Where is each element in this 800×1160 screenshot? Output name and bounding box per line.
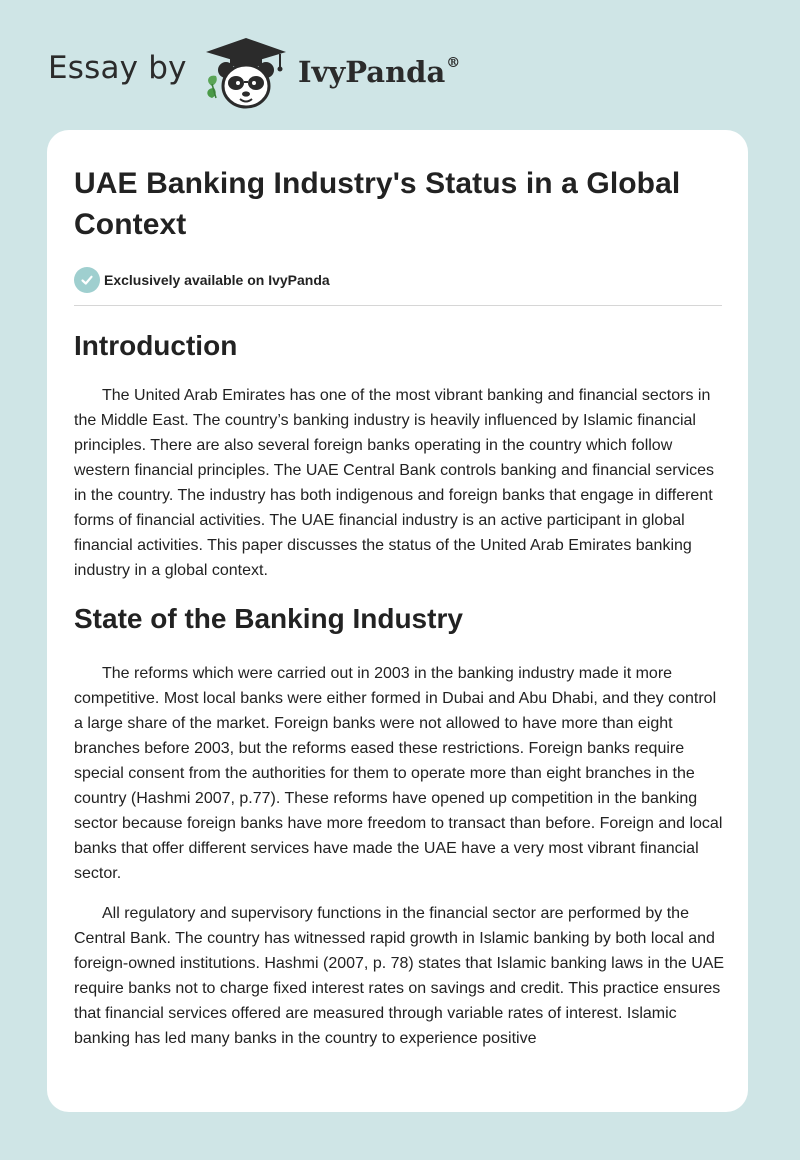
paragraph: The reforms which were carried out in 2003 in the banking industry made it more competitive. Most local banks were either formed in Dubai and Abu Dhabi, and they control a large share of the market. Foreign banks were not allowed to have more than eight branches before 2003, but the reforms eased these restrictions. Foreign banks require special consent from the authorities for them to operate more than eight branches in the country (Hashmi 2007, p.77). These reforms have opened up competition in the banking sector because foreign banks have more freedom to transact than before. Foreign and local banks that offer different services have made the UAE have a very most vibrant financial sector. [74, 665, 723, 882]
ivy-leaf-icon [207, 76, 216, 98]
section-introduction [74, 329, 721, 583]
section-state-of-banking-industry [74, 602, 725, 1051]
exclusive-badge [74, 267, 721, 293]
exclusive-badge-text: Exclusively available on IvyPanda [104, 272, 330, 288]
title-divider [74, 305, 722, 306]
panda-graduate-logo-icon[interactable] [200, 32, 292, 112]
brand-name[interactable] [298, 55, 460, 89]
essay-card [47, 130, 748, 1112]
section-heading: Introduction [74, 330, 238, 361]
essay-title: UAE Banking Industry's Status in a Global Context [74, 167, 681, 241]
paragraph: The United Arab Emirates has one of the most vibrant banking and financial sectors in the Middle East. The country’s banking industry is heavily influenced by Islamic financial principles. There are also several foreign banks operating in the country which follow western financial principles. The UAE Central Bank controls banking and financial services in the country. The industry has both indigenous and foreign banks that engage in different forms of financial activities. The UAE financial industry is an active participant in global financial activities. This paper discusses the status of the United Arab Emirates banking industry in a global context. [74, 387, 715, 579]
essay-by-label: Essay by [48, 50, 187, 86]
brand-text: IvyPanda [298, 55, 446, 89]
section-heading: State of the Banking Industry [74, 603, 463, 634]
registered-mark: ® [446, 55, 461, 72]
check-circle-icon [74, 267, 100, 293]
site-header [0, 0, 800, 130]
paragraph: All regulatory and supervisory functions in the financial sector are performed by the Central Bank. The country has witnessed rapid growth in Islamic banking by both local and foreign-owned institutions. Hashmi (2007, p. 78) states that Islamic banking laws in the UAE require banks not to charge fixed interest rates on savings and credit. This practice ensures that financial services offered are measured through variable rates of interest. Islamic banking has led many banks in the country to experience positive [74, 905, 725, 1047]
